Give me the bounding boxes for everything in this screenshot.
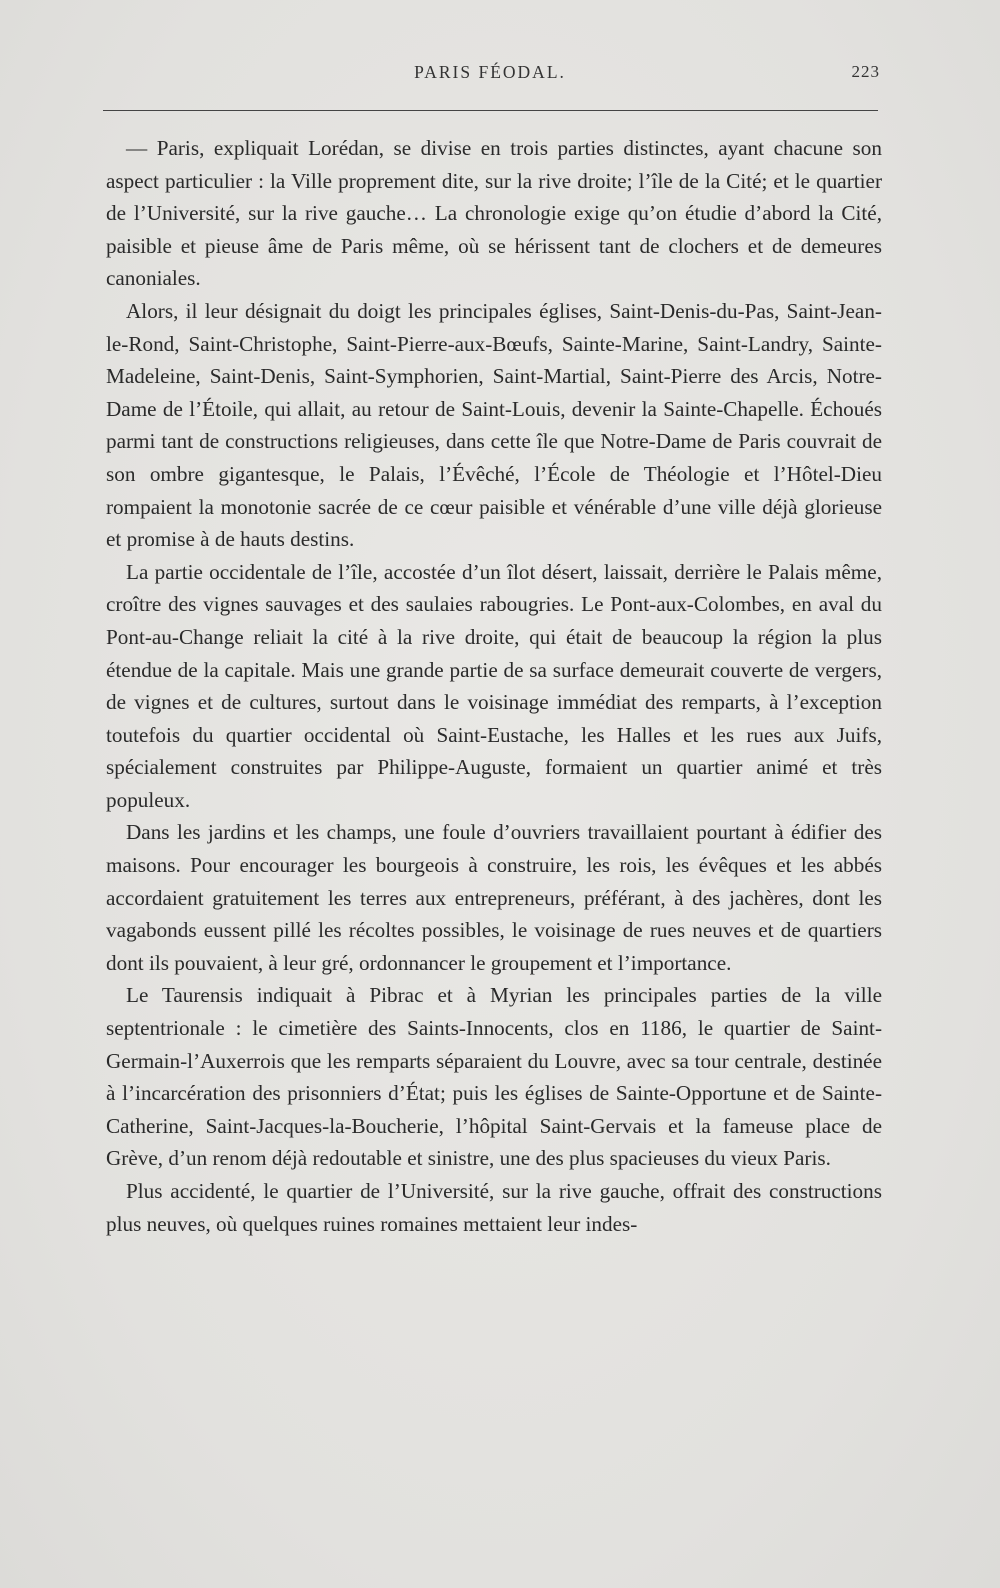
body-text — [106, 132, 882, 1240]
paragraph: — Paris, expliquait Lorédan, se divise en trois parties distinctes, ayant chacune son aspect particulier : la Ville proprement dite, sur la rive droite; l’île de la Cité; et le quartier de l’Université, sur la rive gauche… La chronologie exige qu’on étudie d’abord la Cité, paisible et pieuse âme de Paris même, où se hérissent tant de clochers et de demeures canoniales. — [106, 136, 882, 291]
paragraph: Le Taurensis indiquait à Pibrac et à Myrian les principales parties de la ville septentrionale : le cimetière des Saints-Innocents, clos en 1186, le quartier de Saint-Germain-l’Auxerrois que les remparts séparaient du Louvre, avec sa tour centrale, destinée à l’incarcération des prisonniers d’État; puis les églises de Sainte-Opportune et de Sainte-Catherine, Saint-Jacques-la-Boucherie, l’hôpital Saint-Gervais et la fameuse place de Grève, d’un renom déjà redoutable et sinistre, une des plus spacieuses du vieux Paris. — [106, 983, 882, 1171]
page-number: 223 — [851, 62, 880, 81]
running-title: PARIS FÉODAL. — [414, 62, 566, 82]
paragraph: Dans les jardins et les champs, une foule d’ouvriers travaillaient pourtant à édifier des maisons. Pour encourager les bourgeois à construire, les rois, les évêques et les abbés accordaient gratuitement les terres aux entrepreneurs, préférant, à des jachères, dont les vagabonds eussent pillé les récoltes possibles, le voisinage de rues neuves et de quartiers dont ils pouvaient, à leur gré, ordonnancer le groupement et l’importance. — [106, 820, 882, 975]
running-head — [100, 62, 880, 92]
paragraph: Plus accidenté, le quartier de l’Université, sur la rive gauche, offrait des constructions plus neuves, où quelques ruines romaines mettaient leur indes- — [106, 1179, 882, 1236]
header-rule — [103, 110, 878, 111]
paragraph: Alors, il leur désignait du doigt les principales églises, Saint-Denis-du-Pas, Saint-Jean-le-Rond, Saint-Christophe, Saint-Pierre-aux-Bœufs, Sainte-Marine, Saint-Landry, Sainte-Madeleine, Saint-Denis, Saint-Symphorien, Saint-Martial, Saint-Pierre des Arcis, Notre-Dame de l’Étoile, qui allait, au retour de Saint-Louis, devenir la Sainte-Chapelle. Échoués parmi tant de constructions religieuses, dans cette île que Notre-Dame de Paris couvrait de son ombre gigantesque, le Palais, l’Évêché, l’École de Théologie et l’Hôtel-Dieu rompaient la monotonie sacrée de ce cœur paisible et vénérable d’une ville déjà glorieuse et promise à de hauts destins. — [106, 298, 882, 552]
paragraph: La partie occidentale de l’île, accostée d’un îlot désert, laissait, derrière le Palais même, croître des vignes sauvages et des saulaies rabougries. Le Pont-aux-Colombes, en aval du Pont-au-Change reliait la cité à la rive droite, qui était de beaucoup la région la plus étendue de la capitale. Mais une grande partie de sa surface demeurait couverte de vergers, de vignes et de cultures, surtout dans le voisinage immédiat des remparts, à l’exception toutefois du quartier occidental où Saint-Eustache, les Halles et les rues aux Juifs, spécialement construites par Philippe-Auguste, formaient un quartier animé et très populeux. — [106, 559, 882, 812]
